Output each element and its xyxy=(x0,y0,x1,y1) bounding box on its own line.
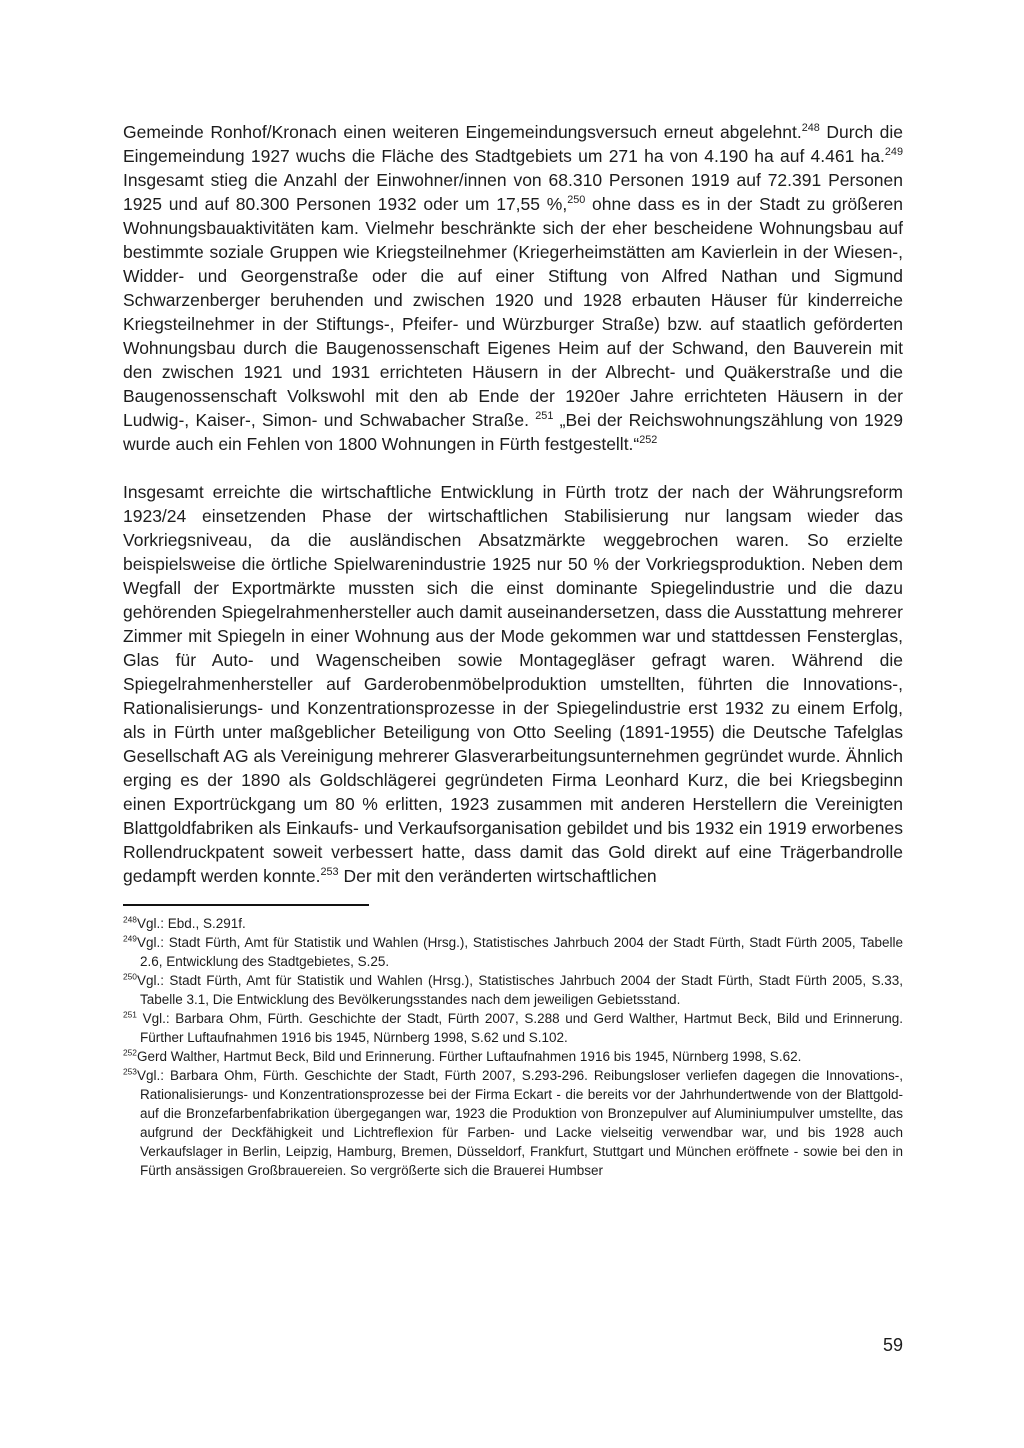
footnote-reference: 251 xyxy=(535,410,554,423)
text-run: Gemeinde Ronhof/Kronach einen weiteren Eingemeindungsversuch erneut abgelehnt. xyxy=(123,122,802,142)
page-number: 59 xyxy=(882,1335,903,1355)
footnote-text: Vgl.: Barbara Ohm, Fürth. Geschichte der Stadt, Fürth 2007, S.293-296. Reibungsloser verliefen dagegen die Innovations-, Rationalisierungs- und Konzentrationsprozesse bei der Firma Eckart - die bereits vor der Jahrhundertwende von der Blattgold- auf die Bronzefarbenfabrikation übergegangen war, 1923 die Produktion von Bronzepulver auf Aluminiumpulver umstellte, das aufgrund der Deckfähigkeit und Lichtreflexion für Farben- und Lacke vielseitig verwendbar war, und bis 1928 auch Verkaufslager in Berlin, Leipzig, Hamburg, Bremen, Düsseldorf, Frankfurt, Stuttgart und München eröffnete - sowie bei den in Fürth ansässigen Großbrauereien. So vergrößerte sich die Brauerei Humbser xyxy=(136,1068,903,1178)
footnote-marker: 251 xyxy=(123,1009,137,1020)
footnote-reference: 250 xyxy=(567,194,586,207)
paragraph-1 xyxy=(123,120,903,456)
footnote-reference: 253 xyxy=(320,866,339,879)
footnote-item xyxy=(123,914,903,933)
text-run: Insgesamt stieg die Anzahl der Einwohner/innen von 68.310 Personen 1919 auf 72.391 Personen 1925 und auf 80.300 Personen 1932 oder um 17,55 %, xyxy=(123,170,903,214)
footnote-text: Gerd Walther, Hartmut Beck, Bild und Erinnerung. Fürther Luftaufnahmen 1916 bis 1945, Nürnberg 1998, S.62. xyxy=(136,1049,802,1064)
footnote-text: Vgl.: Ebd., S.291f. xyxy=(136,916,246,931)
footnote-item xyxy=(123,1047,903,1066)
footnote-text: Vgl.: Barbara Ohm, Fürth. Geschichte der Stadt, Fürth 2007, S.288 und Gerd Walther, Hartmut Beck, Bild und Erinnerung. Fürther Luftaufnahmen 1916 bis 1945, Nürnberg 1998, S.62 und S.102. xyxy=(136,1011,903,1045)
text-run: ohne dass es in der Stadt zu größeren Wohnungsbauaktivitäten kam. Vielmehr beschränkte sich der eher bescheidene Wohnungsbau auf bestimmte soziale Gruppen wie Kriegsteilnehmer (Kriegerheimstätten am Kavierlein in der Wiesen-, Widder- und Georgenstraße oder die auf einer Stiftung von Alfred Nathan und Sigmund Schwarzenberger beruhenden und zwischen 1920 und 1928 erbauten Häuser für kinderreiche Kriegsteilnehmer in der Stiftungs-, Pfeifer- und Würzburger Straße) bzw. auf staatlich geförderten Wohnungsbau durch die Baugenossenschaft Eigenes Heim auf der Schwand, den Bauverein mit den zwischen 1921 und 1931 errichteten Häusern in der Albrecht- und Quäkerstraße und die Baugenossenschaft Volkswohl mit den ab Ende der 1920er Jahre errichteten Häusern in der Ludwig-, Kaiser-, Simon- und Schwabacher Straße. xyxy=(123,194,904,430)
footnote-item xyxy=(123,933,903,971)
text-run: Durch die Eingemeindung 1927 wuchs die Fläche des Stadtgebiets um 271 ha von 4.190 ha auf 4.461 ha. xyxy=(123,122,904,166)
body-text xyxy=(123,120,903,888)
paragraph-2 xyxy=(123,480,903,888)
footnote-reference: 248 xyxy=(801,122,820,135)
footnote-marker: 252 xyxy=(123,1047,137,1058)
text-run: Insgesamt erreichte die wirtschaftliche Entwicklung in Fürth trotz der nach der Währungsreform 1923/24 einsetzenden Phase der wirtschaftlichen Stabilisierung nur langsam wieder das Vorkriegsniveau, da die ausländischen Absatzmärkte weggebrochen waren. So erzielte beispielsweise die örtliche Spielwarenindustrie 1925 nur 50 % der Vorkriegsproduktion. Neben dem Wegfall der Exportmärkte mussten sich die einst dominante Spiegelindustrie und die dazu gehörenden Spiegelrahmenhersteller auch damit auseinandersetzen, dass die Ausstattung mehrerer Zimmer mit Spiegeln in einer Wohnung aus der Mode gekommen war und stattdessen Fensterglas, Glas für Auto- und Wagenscheiben sowie Montagegläser gefragt waren. Während die Spiegelrahmenhersteller auf Garderobenmöbelproduktion umstellten, führten die Innovations-, Rationalisierungs- und Konzentrationsprozesse in der Spiegelindustrie erst 1932 zu einem Erfolg, als in Fürth unter maßgeblicher Beteiligung von Otto Seeling (1891-1955) die Deutsche Tafelglas Gesellschaft AG als Vereinigung mehrerer Glasverarbeitungsunternehmen gegründet wurde. Ähnlich erging es der 1890 als Goldschlägerei gegründeten Firma Leonhard Kurz, die bei Kriegsbeginn einen Exportrückgang um 80 % erlitten, 1923 zusammen mit anderen Herstellern die Vereinigten Blattgoldfabriken als Einkaufs- und Verkaufsorganisation gebildet und bis 1932 ein 1919 erworbenes Rollendruckpatent soweit verbessert hatte, dass damit das Gold direkt auf eine Trägerbandrolle gedampft werden konnte. xyxy=(123,482,903,886)
footnote-reference: 249 xyxy=(884,146,903,159)
footnote-section xyxy=(123,914,903,1180)
footnote-item xyxy=(123,1009,903,1047)
text-run: „Bei der Reichswohnungszählung von 1929 wurde auch ein Fehlen von 1800 Wohnungen in Fürth festgestellt.“ xyxy=(123,410,904,454)
footnote-marker: 253 xyxy=(123,1066,137,1077)
footnote-text: Vgl.: Stadt Fürth, Amt für Statistik und Wahlen (Hrsg.), Statistisches Jahrbuch 2004 der Stadt Fürth, Stadt Fürth 2005, Tabelle 2.6, Entwicklung des Stadtgebietes, S.25. xyxy=(136,935,903,969)
footnote-separator xyxy=(123,904,369,906)
footnote-reference: 252 xyxy=(639,434,658,447)
footnote-item xyxy=(123,1066,903,1180)
footnote-marker: 249 xyxy=(123,933,137,944)
footnote-text: Vgl.: Stadt Fürth, Amt für Statistik und Wahlen (Hrsg.), Statistisches Jahrbuch 2004 der Stadt Fürth, Stadt Fürth 2005, S.33, Tabelle 3.1, Die Entwicklung des Bevölkerungsstandes nach dem jeweiligen Gebietsstand. xyxy=(136,973,903,1007)
footnote-marker: 250 xyxy=(123,971,137,982)
footnote-marker: 248 xyxy=(123,914,137,925)
text-run: Der mit den veränderten wirtschaftlichen xyxy=(338,866,657,886)
footnote-item xyxy=(123,971,903,1009)
